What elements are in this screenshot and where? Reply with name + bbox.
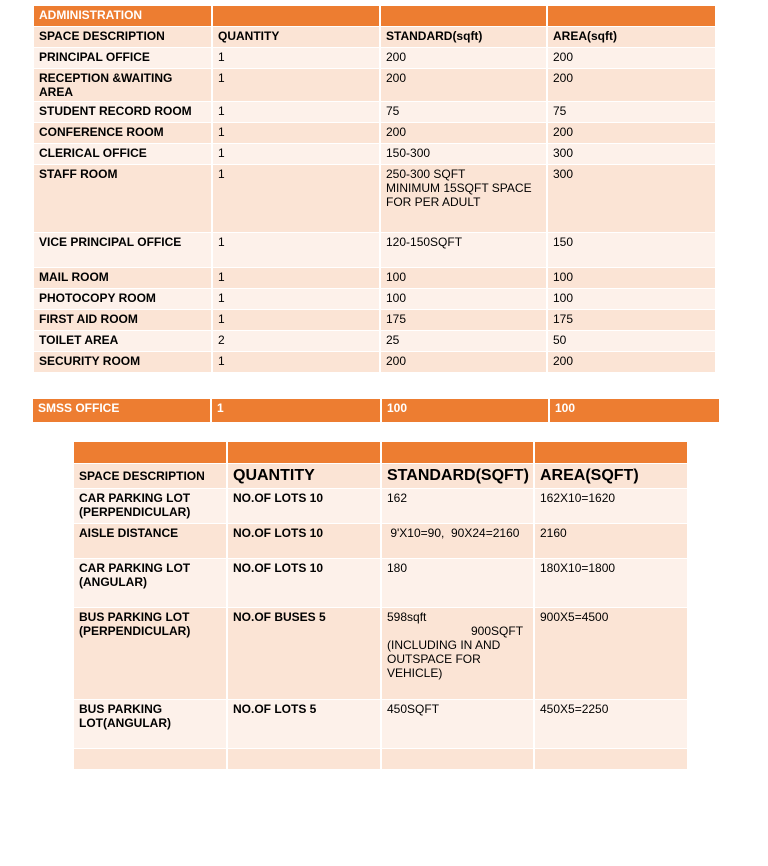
column-header: SPACE DESCRIPTION — [34, 27, 212, 48]
area-cell: 150 — [547, 233, 715, 268]
table-title-row — [74, 442, 687, 464]
table-title-row — [34, 6, 715, 27]
quantity-cell: NO.OF LOTS 5 — [227, 700, 381, 749]
space-description-cell — [74, 489, 227, 524]
standard-cell — [380, 165, 547, 233]
standard-cell: 100 — [381, 399, 549, 423]
quantity-cell: NO.OF BUSES 5 — [227, 608, 381, 700]
area-cell: 75 — [547, 102, 715, 123]
quantity-cell: NO.OF LOTS 10 — [227, 524, 381, 559]
column-header: STANDARD(sqft) — [380, 27, 547, 48]
table-row — [34, 165, 715, 233]
area-cell: 200 — [547, 352, 715, 373]
parking-table — [74, 442, 687, 770]
area-cell: 175 — [547, 310, 715, 331]
description-line: (ANGULAR) — [79, 575, 147, 589]
column-header: AREA(sqft) — [547, 27, 715, 48]
standard-cell: 9'X10=90, 90X24=2160 — [381, 524, 534, 559]
quantity-cell: 1 — [212, 48, 380, 69]
space-description-cell: SMSS OFFICE — [33, 399, 211, 423]
quantity-cell: 1 — [212, 310, 380, 331]
standard-line: 900SQFT — [471, 624, 524, 638]
table-row — [34, 144, 715, 165]
table-row — [34, 289, 715, 310]
description-line: BUS PARKING LOT — [79, 610, 190, 624]
smss-office-table — [33, 399, 719, 423]
description-line: (PERPENDICULAR) — [79, 505, 191, 519]
area-cell: 100 — [547, 268, 715, 289]
column-header: QUANTITY — [212, 27, 380, 48]
quantity-cell: 1 — [211, 399, 381, 423]
table-row — [34, 331, 715, 352]
table-row — [34, 310, 715, 331]
space-description-cell: VICE PRINCIPAL OFFICE — [34, 233, 212, 268]
standard-line: 250-300 SQFT — [386, 167, 466, 181]
space-description-cell: CONFERENCE ROOM — [34, 123, 212, 144]
quantity-cell: 1 — [212, 352, 380, 373]
table-row — [33, 399, 719, 423]
table-row — [74, 700, 687, 749]
standard-cell: 100 — [380, 289, 547, 310]
quantity-cell: 1 — [212, 165, 380, 233]
standard-line: OUTSPACE FOR — [387, 652, 481, 666]
administration-table — [34, 6, 715, 373]
area-cell: 100 — [547, 289, 715, 310]
standard-cell: 175 — [380, 310, 547, 331]
column-header: SPACE DESCRIPTION — [74, 464, 227, 489]
quantity-cell: NO.OF LOTS 10 — [227, 559, 381, 608]
space-description-cell: STAFF ROOM — [34, 165, 212, 233]
space-description-cell: RECEPTION &WAITING AREA — [34, 69, 212, 102]
standard-cell: 75 — [380, 102, 547, 123]
table-row — [34, 233, 715, 268]
standard-cell: 150-300 — [380, 144, 547, 165]
space-description-cell: STUDENT RECORD ROOM — [34, 102, 212, 123]
table-row — [34, 123, 715, 144]
area-cell: 100 — [549, 399, 719, 423]
description-line: (PERPENDICULAR) — [79, 624, 191, 638]
table-row — [74, 749, 687, 770]
quantity-cell: 2 — [212, 331, 380, 352]
quantity-cell: 1 — [212, 289, 380, 310]
quantity-cell: 1 — [212, 123, 380, 144]
standard-cell: 180 — [381, 559, 534, 608]
description-line: CAR PARKING LOT — [79, 561, 191, 575]
description-line: CAR PARKING LOT — [79, 491, 191, 505]
area-cell: 300 — [547, 144, 715, 165]
standard-cell: 25 — [380, 331, 547, 352]
area-cell: 200 — [547, 69, 715, 102]
column-header: AREA(SQFT) — [534, 464, 687, 489]
standard-line: MINIMUM 15SQFT SPACE — [386, 181, 532, 195]
quantity-cell: 1 — [212, 69, 380, 102]
description-line: BUS PARKING — [79, 702, 163, 716]
table-row — [34, 102, 715, 123]
space-description-cell: PRINCIPAL OFFICE — [34, 48, 212, 69]
table-header-row — [74, 464, 687, 489]
table-row — [34, 69, 715, 102]
space-description-cell: TOILET AREA — [34, 331, 212, 352]
standard-line: 598sqft — [387, 610, 427, 624]
quantity-cell: 1 — [212, 144, 380, 165]
area-cell: 162X10=1620 — [534, 489, 687, 524]
area-cell: 200 — [547, 123, 715, 144]
standard-cell: 450SQFT — [381, 700, 534, 749]
space-description-cell — [74, 608, 227, 700]
space-description-cell: FIRST AID ROOM — [34, 310, 212, 331]
table-row — [74, 489, 687, 524]
area-cell: 180X10=1800 — [534, 559, 687, 608]
table-title: ADMINISTRATION — [34, 6, 212, 27]
quantity-cell: 1 — [212, 102, 380, 123]
quantity-cell: NO.OF LOTS 10 — [227, 489, 381, 524]
standard-cell: 200 — [380, 48, 547, 69]
table-row — [74, 524, 687, 559]
area-cell: 200 — [547, 48, 715, 69]
quantity-cell: 1 — [212, 268, 380, 289]
standard-line: VEHICLE) — [387, 666, 443, 680]
space-description-cell — [74, 559, 227, 608]
column-header: STANDARD(SQFT) — [381, 464, 534, 489]
table-row — [74, 559, 687, 608]
description-line: LOT(ANGULAR) — [79, 716, 171, 730]
standard-line: (INCLUDING IN AND — [387, 638, 501, 652]
space-description-cell: PHOTOCOPY ROOM — [34, 289, 212, 310]
table-header-row — [34, 27, 715, 48]
space-description-cell: CLERICAL OFFICE — [34, 144, 212, 165]
column-header: QUANTITY — [227, 464, 381, 489]
space-description-cell — [74, 700, 227, 749]
space-description-cell: AISLE DISTANCE — [74, 524, 227, 559]
area-cell: 50 — [547, 331, 715, 352]
standard-cell: 100 — [380, 268, 547, 289]
standard-line: FOR PER ADULT — [386, 195, 481, 209]
quantity-cell: 1 — [212, 233, 380, 268]
area-cell: 450X5=2250 — [534, 700, 687, 749]
table-row — [34, 352, 715, 373]
space-description-cell: SECURITY ROOM — [34, 352, 212, 373]
table-row — [34, 48, 715, 69]
area-cell: 2160 — [534, 524, 687, 559]
standard-cell: 200 — [380, 69, 547, 102]
space-description-cell: MAIL ROOM — [34, 268, 212, 289]
area-cell: 300 — [547, 165, 715, 233]
standard-cell: 200 — [380, 123, 547, 144]
standard-cell: 200 — [380, 352, 547, 373]
standard-cell: 120-150SQFT — [380, 233, 547, 268]
area-cell: 900X5=4500 — [534, 608, 687, 700]
standard-cell — [381, 608, 534, 700]
standard-cell: 162 — [381, 489, 534, 524]
table-row — [34, 268, 715, 289]
table-row — [74, 608, 687, 700]
